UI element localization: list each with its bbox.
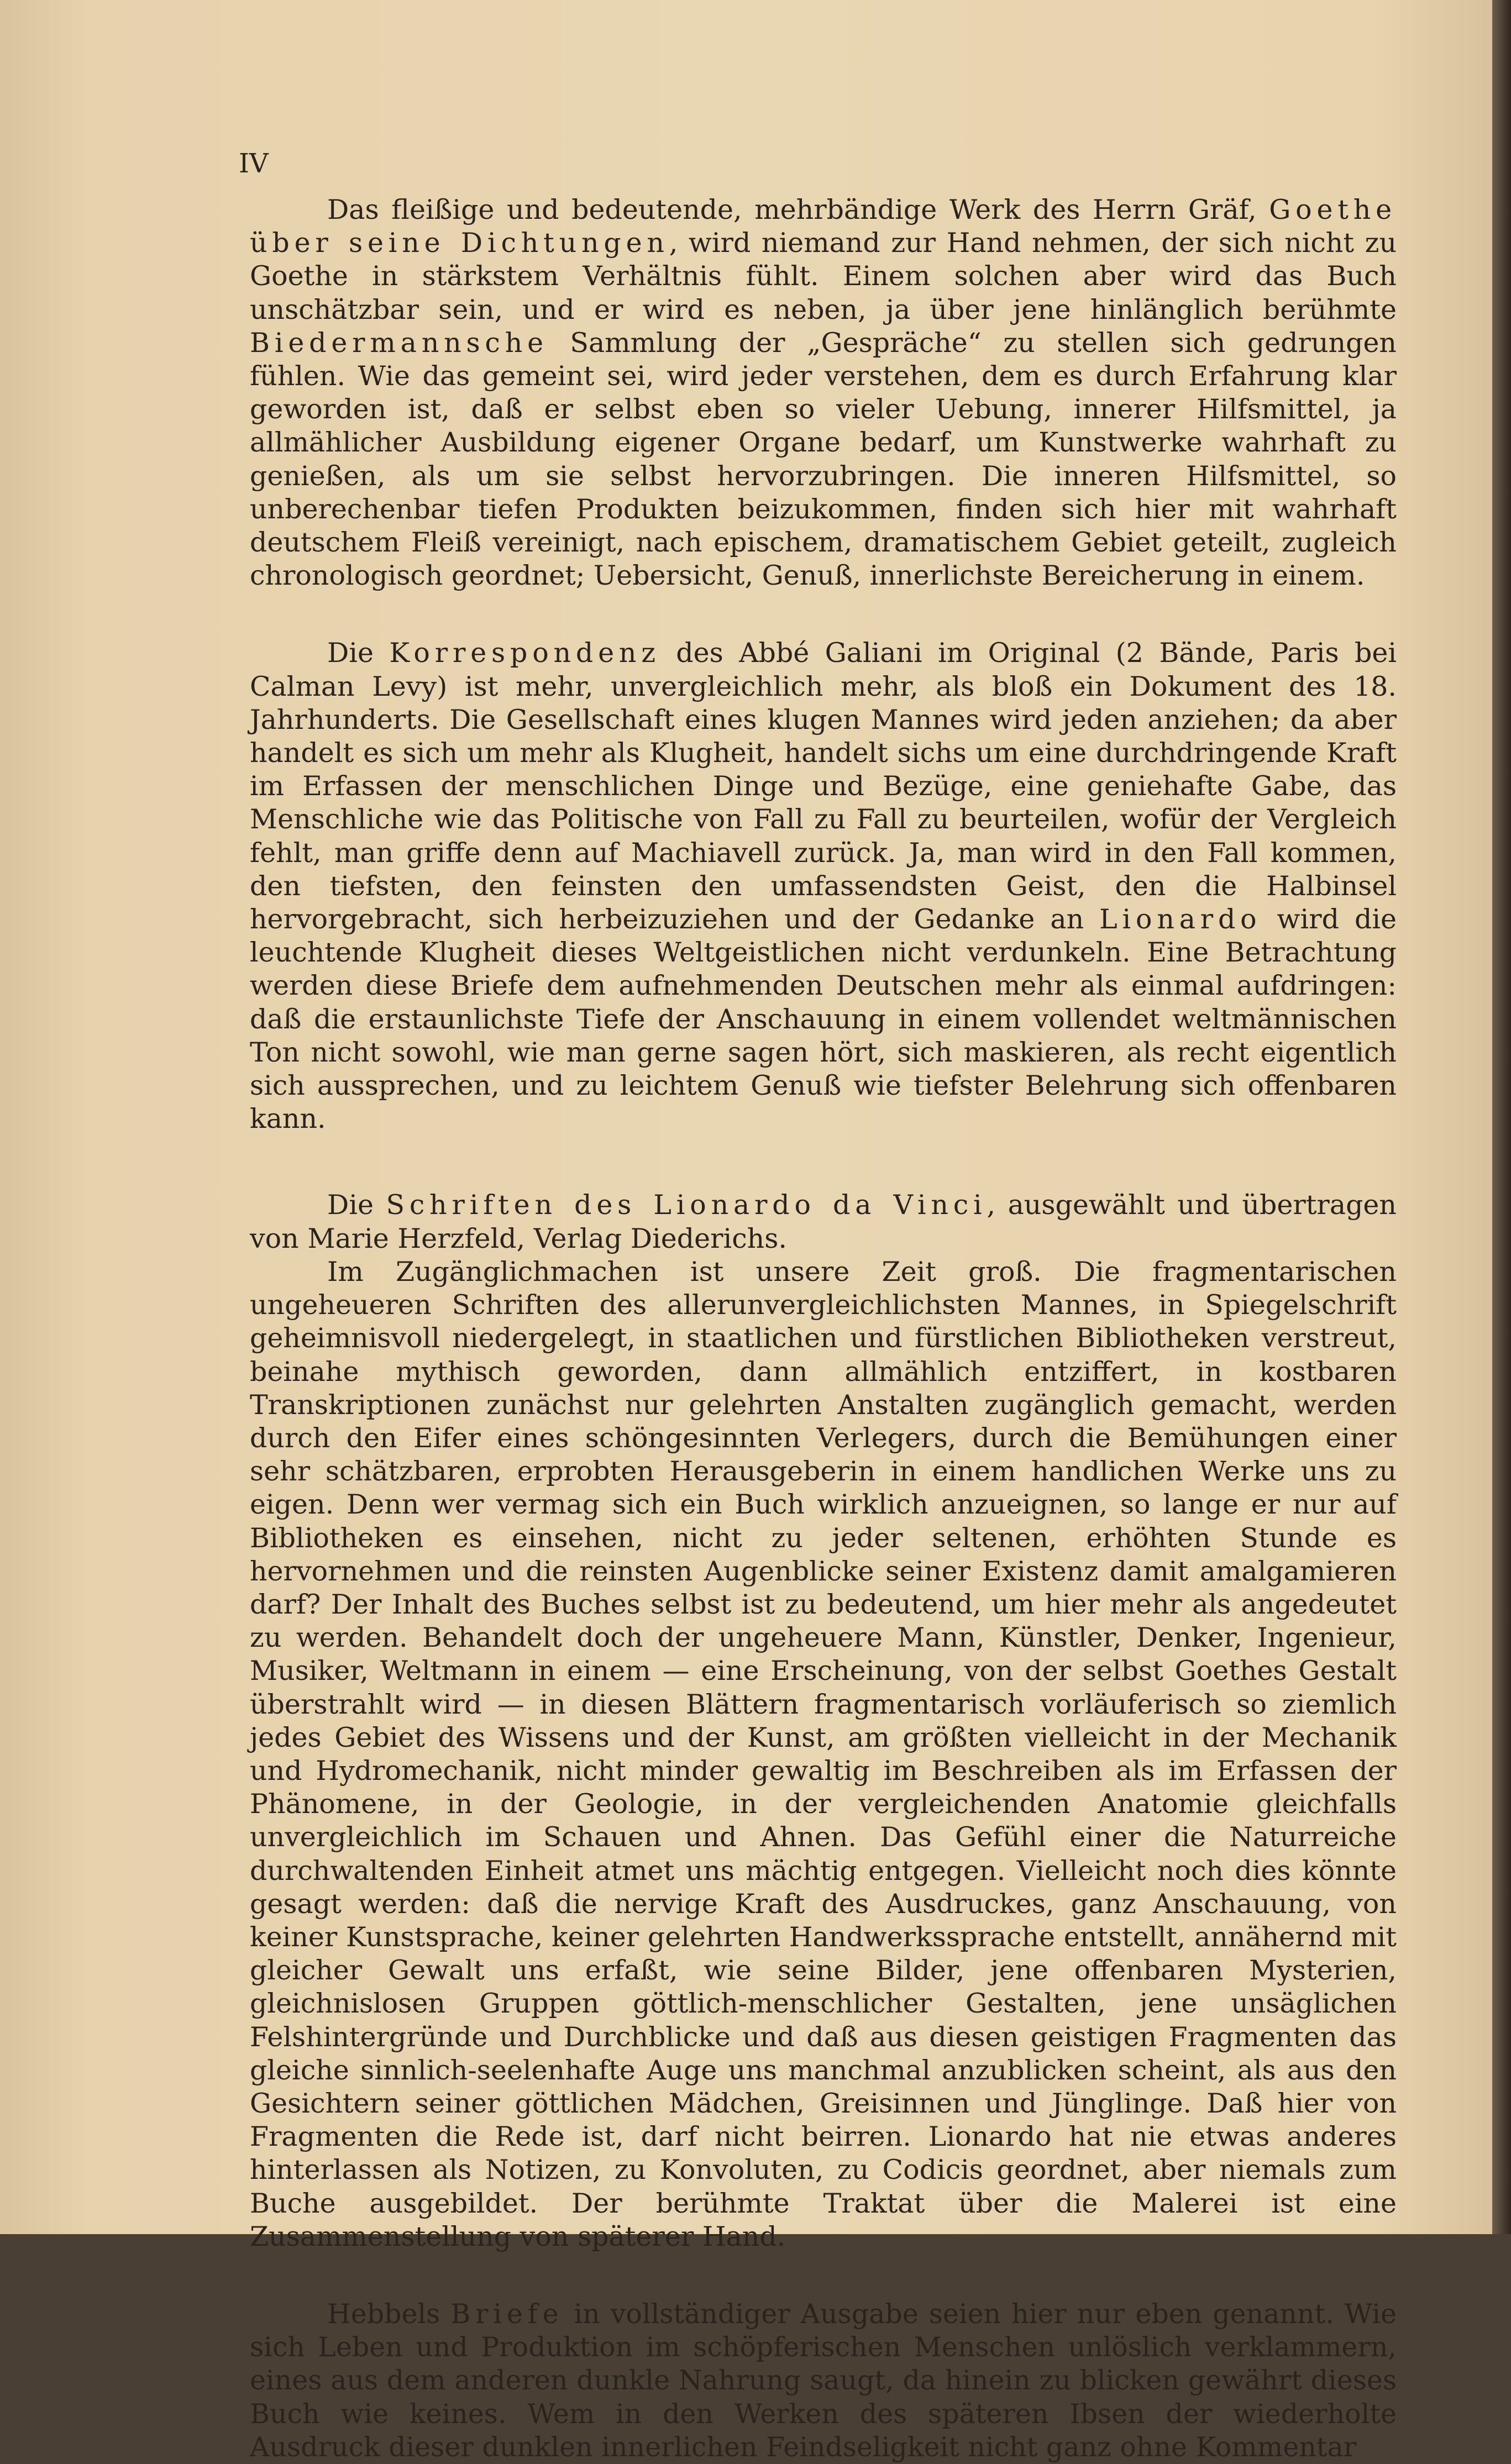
- text-run: in vollständiger Ausgabe seien hier nur eben genannt. Wie sich Leben und Produktion im schöpferischen Menschen unlöslich verklammern, eines aus dem anderen dunkle Nahrung saugt, da hinein zu blicken gewährt dieses Buch wie keines. Wem in den Werken des späteren Ibsen der wiederholte Ausdruck dieser dunklen innerlichen Feindseligkeit nicht ganz ohne Kommentar: [250, 2298, 1397, 2463]
- spaced-title: Briefe: [450, 2298, 564, 2330]
- spaced-title: Biedermannsche: [250, 327, 548, 359]
- text-run: Hebbels: [327, 2298, 451, 2330]
- text-run: wird die leuchtende Klugheit dieses Weltgeistlichen nicht verdunkeln. Eine Betrachtung werden diese Briefe dem aufnehmenden Deutschen mehr als einmal aufdringen: daß die erstaunlichste Tiefe der Anschauung in einem vollendet weltmännischen Ton nicht sowohl, wie man gerne sagen hört, sich maskieren, als recht eigentlich sich aussprechen, und zu leichtem Genuß wie tiefster Belehrung sich offenbaren kann.: [250, 903, 1397, 1135]
- text-run: , wird niemand zur Hand nehmen, der sich nicht zu Goethe in stärkstem Verhältnis fühlt. Einem solchen aber wird das Buch unschätzbar sein, und er wird es neben, ja über jene hinlänglich berühmte: [250, 227, 1397, 325]
- text-run: Sammlung der „Gespräche“ zu stellen sich gedrungen fühlen. Wie das gemeint sei, wird jeder verstehen, dem es durch Erfahrung klar geworden ist, daß er selbst eben so vieler Uebung, innerer Hilfsmittel, ja allmählicher Ausbildung eigener Organe bedarf, um Kunstwerke wahrhaft zu genießen, als um sie selbst hervorzubringen. Die inneren Hilfsmittel, so unberechenbar tiefen Produkten beizukommen, finden sich hier mit wahrhaft deutschem Fleiß vereinigt, nach epischem, dramatischem Gebiet geteilt, zugleich chronologisch geordnet; Uebersicht, Genuß, innerlichste Bereicherung in einem.: [250, 327, 1397, 592]
- paragraph-hebbel: [250, 2298, 1397, 2464]
- paragraph-galiani: [250, 637, 1397, 1136]
- page-number: IV: [239, 148, 269, 179]
- paragraph-lionardo-heading: [250, 1189, 1397, 1255]
- text-run: Das fleißige und bedeutende, mehrbändige Werk des Herrn Gräf,: [327, 194, 1269, 225]
- spaced-title: Korrespondenz: [389, 637, 660, 669]
- spaced-title: Goethe über seine Dichtungen: [250, 194, 1397, 259]
- spaced-title: Schriften des Lionardo da Vinci: [386, 1189, 987, 1221]
- paragraph-goethe: [250, 193, 1397, 592]
- book-binding-edge: [1492, 0, 1511, 2234]
- spaced-name: Lionardo: [1099, 903, 1262, 936]
- text-run: Die: [327, 1189, 386, 1221]
- paragraph-lionardo: Im Zugänglichmachen ist unsere Zeit groß. Die fragmentarischen ungeheueren Schriften des allerunvergleichlichsten Mannes, in Spiegelschrift geheimnisvoll niedergelegt, in staatlichen und fürstlichen Bibliotheken verstreut, beinahe mythisch geworden, dann allmählich entziffert, in kostbaren Transkriptionen zunächst nur gelehrten Anstalten zugänglich gemacht, werden durch den Eifer eines schöngesinnten Verlegers, durch die Bemühungen einer sehr schätzbaren, erprobten Herausgeberin in einem handlichen Werke uns zu eigen. Denn wer vermag sich ein Buch wirklich anzueignen, so lange er nur auf Bibliotheken es einsehen, nicht zu jeder seltenen, erhöhten Stunde es hervornehmen und die reinsten Augenblicke seiner Existenz damit amalgamieren darf? Der Inhalt des Buches selbst ist zu bedeutend, um hier mehr als angedeutet zu werden. Behandelt doch der ungeheuere Mann, Künstler, Denker, Ingenieur, Musiker, Weltmann in einem — eine Erscheinung, von der selbst Goethes Gestalt überstrahlt wird — in diesen Blättern fragmentarisch vorläuferisch so ziemlich jedes Gebiet des Wissens und der Kunst, am größten vielleicht in der Mechanik und Hydromechanik, nicht minder gewaltig im Beschreiben als im Erfassen der Phänomene, in der Geologie, in der vergleichenden Anatomie gleichfalls unvergleichlich im Schauen und Ahnen. Das Gefühl einer die Naturreiche durchwaltenden Einheit atmet uns mächtig entgegen. Vielleicht noch dies könnte gesagt werden: daß die nervige Kraft des Ausdruckes, ganz Anschauung, von keiner Kunstsprache, keiner gelehrten Handwerkssprache entstellt, annähernd mit gleicher Gewalt uns erfaßt, wie seine Bilder, jene offenbaren Mysterien, gleichnislosen Gruppen göttlich-menschlicher Gestalten, jene unsäglichen Felshintergründe und Durchblicke und daß aus diesen geistigen Fragmenten das gleiche sinnlich-seelenhafte Auge uns manchmal anzublicken scheint, als aus den Gesichtern seiner göttlichen Mädchen, Greisinnen und Jünglinge. Daß hier von Fragmenten die Rede ist, darf nicht beirren. Lionardo hat nie etwas anderes hinterlassen als Notizen, zu Konvoluten, zu Codicis geordnet, aber niemals zum Buche ausgebildet. Der berühmte Traktat über die Malerei ist eine Zusammenstellung von späterer Hand.: [250, 1255, 1397, 2252]
- body-text: [250, 193, 1397, 2464]
- text-run: Die: [327, 637, 390, 669]
- text-run: , ausgewählt und übertragen von Marie Herzfeld, Verlag Diederichs.: [250, 1189, 1397, 1254]
- text-run: des Abbé Galiani im Original (2 Bände, Paris bei Calman Levy) ist mehr, unvergleichlich mehr, als bloß ein Dokument des 18. Jahrhunderts. Die Gesellschaft eines klugen Mannes wird jeden anziehen; da aber handelt es sich um mehr als Klugheit, handelt sichs um eine durchdringende Kraft im Erfassen der menschlichen Dinge und Bezüge, eine geniehafte Gabe, das Menschliche wie das Politische von Fall zu Fall zu beurteilen, wofür der Vergleich fehlt, man griffe denn auf Machiavell zurück. Ja, man wird in den Fall kommen, den tiefsten, den feinsten den umfassendsten Geist, den die Halbinsel hervorgebracht, sich herbeizuziehen und der Gedanke an: [250, 637, 1397, 936]
